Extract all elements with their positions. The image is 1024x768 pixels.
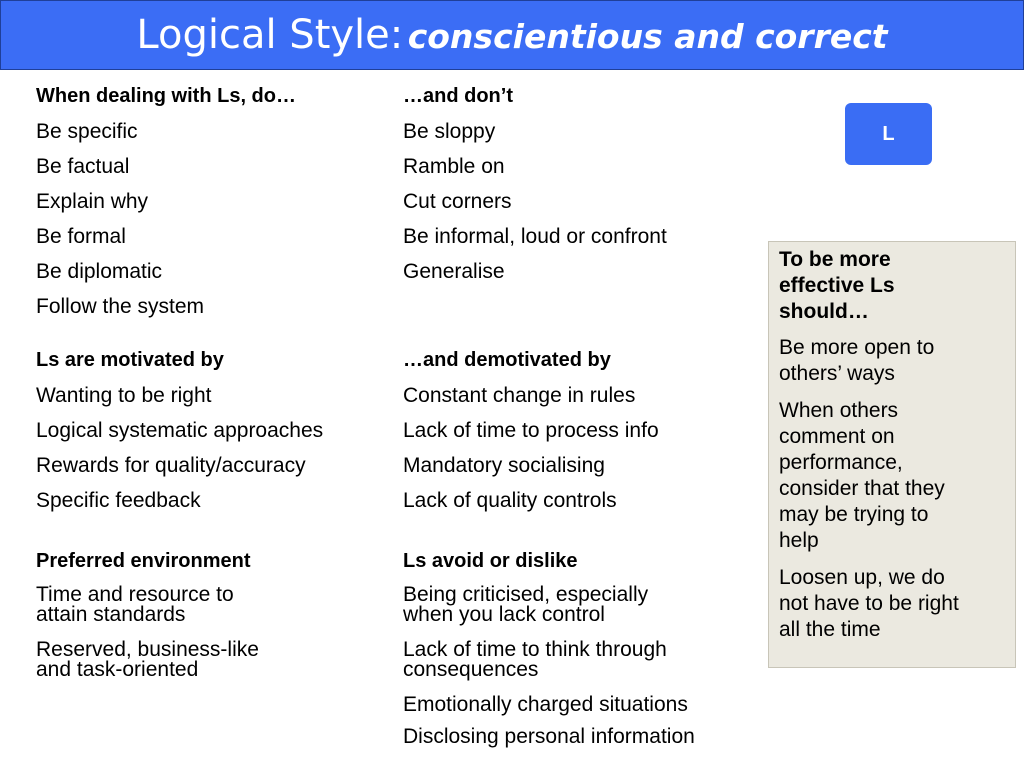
list-item-line: Lack of time to think through — [403, 638, 667, 661]
page-subtitle: conscientious and correct — [407, 17, 888, 56]
list-item: Generalise — [403, 260, 505, 283]
list-item: Follow the system — [36, 295, 205, 318]
demotivated-heading: …and demotivated by — [403, 349, 611, 371]
box-item-line: not have to be right — [779, 592, 959, 615]
motivated-heading: Ls are motivated by — [36, 349, 224, 371]
box-item-line: performance, — [779, 451, 903, 474]
list-item-line: when you lack control — [403, 603, 605, 626]
effective-tips-box — [768, 241, 1016, 668]
list-item: Be factual — [36, 155, 130, 178]
avoid-list — [403, 544, 695, 753]
list-item-line: Time and resource to — [36, 583, 234, 606]
list-item: Cut corners — [403, 190, 512, 213]
box-item-line: all the time — [779, 618, 881, 641]
box-item-line: Loosen up, we do — [779, 566, 945, 589]
avoid-heading: Ls avoid or dislike — [403, 550, 578, 572]
list-item: Explain why — [36, 190, 149, 213]
list-item: Constant change in rules — [403, 384, 636, 407]
box-item-line: may be trying to — [779, 503, 929, 526]
box-item — [779, 565, 1005, 643]
box-item — [779, 335, 1005, 387]
box-item-line: help — [779, 529, 819, 552]
list-item: Wanting to be right — [36, 384, 212, 407]
list-item-line: Reserved, business-like — [36, 638, 259, 661]
list-item: Mandatory socialising — [403, 454, 605, 477]
do-list — [36, 79, 296, 324]
list-item: Lack of quality controls — [403, 489, 617, 512]
list-item: Emotionally charged situations — [403, 693, 688, 716]
list-item-line: Being criticised, especially — [403, 583, 649, 606]
style-l-button[interactable]: L — [845, 103, 932, 165]
list-item: Specific feedback — [36, 489, 201, 512]
list-item — [36, 634, 259, 689]
list-item: Be specific — [36, 120, 138, 143]
box-item-line: comment on — [779, 425, 895, 448]
box-item-line: Be more open to — [779, 336, 935, 359]
list-item-line: consequences — [403, 658, 539, 681]
environment-heading: Preferred environment — [36, 550, 251, 572]
page-title: Logical Style: — [136, 12, 404, 58]
do-heading: When dealing with Ls, do… — [36, 85, 296, 107]
list-item — [403, 579, 695, 634]
environment-list — [36, 544, 259, 689]
dont-list — [403, 79, 667, 289]
list-item: Be diplomatic — [36, 260, 163, 283]
motivated-list — [36, 343, 323, 518]
list-item: Lack of time to process info — [403, 419, 659, 442]
demotivated-list — [403, 343, 659, 518]
box-item-line: others’ ways — [779, 362, 895, 385]
list-item: Disclosing personal information — [403, 725, 695, 748]
list-item-line: and task-oriented — [36, 658, 199, 681]
title-bar — [0, 0, 1024, 70]
box-heading-line: should… — [779, 300, 869, 323]
box-item-line: consider that they — [779, 477, 945, 500]
list-item-line: attain standards — [36, 603, 186, 626]
list-item — [403, 634, 695, 689]
box-heading — [779, 247, 1005, 325]
dont-heading: …and don’t — [403, 85, 513, 107]
box-heading-line: To be more — [779, 248, 891, 271]
list-item: Rewards for quality/accuracy — [36, 454, 306, 477]
list-item: Logical systematic approaches — [36, 419, 324, 442]
box-item — [779, 398, 1005, 554]
box-item-line: When others — [779, 399, 899, 422]
list-item: Ramble on — [403, 155, 505, 178]
list-item — [36, 579, 259, 634]
box-heading-line: effective Ls — [779, 274, 895, 297]
list-item: Be formal — [36, 225, 126, 248]
list-item: Be sloppy — [403, 120, 496, 143]
list-item: Be informal, loud or confront — [403, 225, 667, 248]
